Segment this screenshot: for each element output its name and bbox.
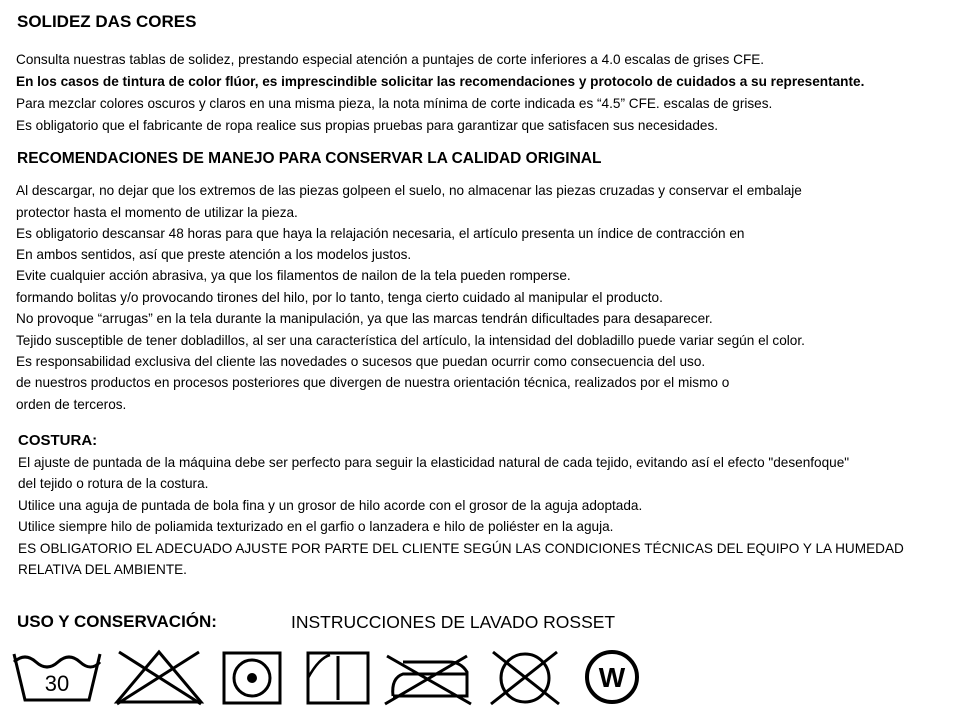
wash-30-icon	[11, 648, 103, 706]
wash-temperature-label: 30	[44, 671, 70, 696]
recomendaciones-line: protector hasta el momento de utilizar la pieza.	[16, 205, 298, 220]
solidez-line: Consulta nuestras tablas de solidez, prestando especial atención a puntajes de corte inferiores a 4.0 escalas de grises CFE.	[16, 52, 765, 67]
section-title-costura: COSTURA:	[18, 432, 98, 449]
costura-line: Utilice siempre hilo de poliamida texturizado en el garfio o lanzadera e hilo de poliéster en la aguja.	[18, 519, 614, 534]
tumble-dry-icon	[221, 648, 283, 706]
no-bleach-icon	[113, 648, 205, 706]
section-title-uso: USO Y CONSERVACIÓN:	[17, 612, 217, 631]
recomendaciones-line: orden de terceros.	[16, 397, 127, 412]
no-dry-clean-icon	[485, 648, 565, 706]
recomendaciones-line: Es obligatorio descansar 48 horas para que haya la relajación necesaria, el artículo presenta un índice de contracción en	[16, 226, 745, 241]
recomendaciones-line: formando bolitas y/o provocando tirones del hilo, por lo tanto, tenga cierto cuidado al manipular el producto.	[16, 290, 663, 305]
costura-line: RELATIVA DEL AMBIENTE.	[18, 562, 187, 577]
recomendaciones-line: de nuestros productos en procesos posteriores que divergen de nuestra orientación técnica, realizados por el mismo o	[16, 375, 730, 390]
costura-line: Utilice una aguja de puntada de bola fina y un grosor de hilo acorde con el grosor de la aguja adoptada.	[18, 498, 643, 513]
solidez-line: Para mezclar colores oscuros y claros en una misma pieza, la nota mínima de corte indicada es “4.5” CFE. escalas de grises.	[16, 96, 773, 111]
solidez-line: En los casos de tintura de color flúor, es imprescindible solicitar las recomendaciones y protocolo de cuidados a su representante.	[16, 74, 865, 89]
line-dry-icon	[305, 648, 371, 706]
section-title-solidez: SOLIDEZ DAS CORES	[17, 12, 197, 31]
section-title-recomendaciones: RECOMENDACIONES DE MANEJO PARA CONSERVAR LA CALIDAD ORIGINAL	[17, 150, 602, 167]
costura-line: del tejido o rotura de la costura.	[18, 476, 209, 491]
recomendaciones-line: Es responsabilidad exclusiva del cliente las novedades o sucesos que puedan ocurrir como consecuencia del uso.	[16, 354, 706, 369]
wash-instructions-subtitle: INSTRUCCIONES DE LAVADO ROSSET	[291, 612, 616, 632]
no-iron-icon	[381, 648, 473, 706]
costura-line: ES OBLIGATORIO EL ADECUADO AJUSTE POR PARTE DEL CLIENTE SEGÚN LAS CONDICIONES TÉCNICAS DEL EQUIPO Y LA HUMEDAD	[18, 541, 904, 556]
recomendaciones-line: Al descargar, no dejar que los extremos de las piezas golpeen el suelo, no almacenar las piezas cruzadas y conservar el embalaje	[16, 183, 802, 198]
recomendaciones-line: Evite cualquier acción abrasiva, ya que los filamentos de nailon de la tela pueden romperse.	[16, 268, 571, 283]
wet-clean-icon	[581, 648, 643, 706]
recomendaciones-line: En ambos sentidos, así que preste atención a los modelos justos.	[16, 247, 412, 262]
recomendaciones-line: Tejido susceptible de tener dobladillos, al ser una característica del artículo, la intensidad del dobladillo puede variar según el color.	[16, 333, 805, 348]
wet-clean-letter: W	[598, 662, 626, 693]
solidez-line: Es obligatorio que el fabricante de ropa realice sus propias pruebas para garantizar que satisfacen sus necesidades.	[16, 118, 719, 133]
costura-line: El ajuste de puntada de la máquina debe ser perfecto para seguir la elasticidad natural de cada tejido, evitando así el efecto "desenfoque"	[18, 455, 850, 470]
care-symbols-row	[11, 648, 671, 708]
recomendaciones-line: No provoque “arrugas” en la tela durante la manipulación, ya que las marcas tendrán dificultades para desaparecer.	[16, 311, 713, 326]
